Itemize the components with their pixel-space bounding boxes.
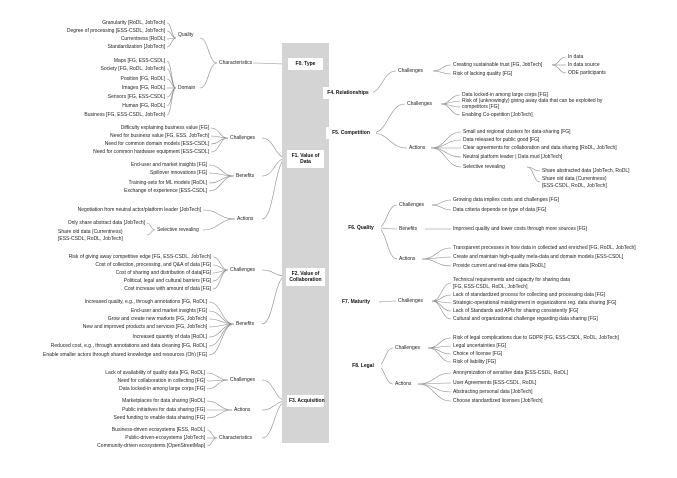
f4-trust-item: ODE participants xyxy=(568,70,606,76)
f4-challenges-label: Challenges xyxy=(398,68,424,74)
f6-actions-label: Actions xyxy=(399,256,416,262)
f8-challenge: Choice of license [FG] xyxy=(453,351,503,357)
f1-actions-label: Actions xyxy=(237,216,254,222)
f1-selective-item: Only share abstract data [JobTech] xyxy=(67,220,145,226)
f5-action: Neutral platform leader | Data mud [JobTech] xyxy=(463,154,563,160)
type-item: Sensors [FG, ESS-CSDL] xyxy=(107,94,165,100)
f5-action: Small and regional clusters for data-sharing [FG] xyxy=(463,129,571,135)
f2-benefit: Increased quantity of data [RoDL] xyxy=(132,334,207,340)
type-item: Business [FG, ESS-CSDL, JobTech] xyxy=(84,112,165,118)
f2-benefit: Increased quality, e.g., through annotations [FG, RoDL] xyxy=(84,299,207,305)
f3-characteristic: Business-driven ecosystems [ESS, RoDL] xyxy=(111,427,205,433)
f3-action: Seed funding to enable data sharing [FG] xyxy=(113,415,205,421)
connector-line xyxy=(203,219,235,230)
f2-benefit: Reduced cost, e.g., through annotations and data cleaning [FG, RoDL] xyxy=(50,343,207,349)
f5-challenge: competitors [FG] xyxy=(462,104,499,110)
f6-action: Create and maintain high-quality meta-data and domain models [ESS-CSDL] xyxy=(453,254,624,260)
f3-challenges-label: Challenges xyxy=(230,377,256,383)
f3-challenge: Lack of availability of quality data [FG, RoDL] xyxy=(105,370,205,376)
f1-action: Negotiation from neutral actor/platform leader [JobTech] xyxy=(77,207,201,213)
f1-benefit: End-user and market insights [FG] xyxy=(130,162,207,168)
f3-characteristic: Public-driven-ecosystems [JobTech] xyxy=(125,435,205,441)
connector-line xyxy=(213,257,228,270)
f6-challenge: Data criteria depends on type of data [FG] xyxy=(453,207,547,213)
connector-line xyxy=(211,128,228,138)
f2-value-of-collaboration-node: F2. Value of Collaboration xyxy=(286,268,325,286)
f8-challenge: Legal uncertainties [FG] xyxy=(453,343,507,349)
f1-challenge: Difficulty explaining business value [FG] xyxy=(120,125,209,131)
connector-line xyxy=(372,133,407,148)
connector-line xyxy=(432,301,451,319)
connector-line xyxy=(428,346,451,348)
connector-line xyxy=(418,373,451,384)
type-item: Position [FG, RoDL] xyxy=(120,76,165,82)
connector-line xyxy=(209,176,234,183)
type-item: Images [FG, RoDL] xyxy=(121,85,165,91)
connector-line xyxy=(207,373,228,380)
type-item: Granularity [RoDL, JobTech] xyxy=(102,20,165,26)
f1-benefit: Spillover innovations [FG] xyxy=(150,170,207,176)
f4-trust-item: In data source xyxy=(568,62,600,68)
quality-label: Quality xyxy=(178,32,194,38)
f1-selective-label: Selective revealing xyxy=(157,227,199,233)
f6-action: Provide current and real-time data [RoDL] xyxy=(453,263,546,269)
f2-challenge: Risk of giving away competitive edge [FG, ESS-CSDL, JobTech] xyxy=(68,254,211,260)
f1-selective-item: [ESS-CSDL, RoDL, JobTech] xyxy=(58,236,123,242)
f8-challenge: Risk of legal complications due to GDPR [FG, ESS-CSDL, RoDL, JobTech] xyxy=(453,335,619,341)
f3-acquisition-node: F3. Acquisition xyxy=(287,395,324,407)
connector-line xyxy=(207,410,232,418)
domain-label: Domain xyxy=(178,85,196,91)
connector-line xyxy=(200,63,217,88)
f5-challenges-label: Challenges xyxy=(407,101,433,107)
f1-value-of-data-node: F1. Value of Data xyxy=(287,150,324,168)
characteristics-label: Characteristics xyxy=(219,60,253,66)
connector-line xyxy=(207,430,217,438)
f7-challenge: Cultural and organizational challenge regarding data sharing [FG] xyxy=(453,316,598,322)
f1-challenges-label: Challenges xyxy=(230,135,256,141)
connector-line xyxy=(428,338,451,348)
f8-legal-node: F8. Legal xyxy=(345,360,381,372)
connector-line xyxy=(207,438,217,446)
type-item: Maps [FG, ESS-CSDL] xyxy=(113,58,165,64)
f8-action: Choose standardized licenses [JobTech] xyxy=(453,398,543,404)
connector-line xyxy=(422,257,451,259)
f2-benefit: End-user and market insights [FG] xyxy=(130,308,207,314)
connector-line xyxy=(167,23,176,38)
connector-line xyxy=(418,384,451,401)
f1-challenge: Need for common hardware equipment [ESS-CSDL] xyxy=(93,149,209,155)
connector-line xyxy=(432,200,451,205)
f5-action: Clear agreements for collaboration and data sharing [RoDL, JobTech] xyxy=(463,145,617,151)
connector-line xyxy=(422,259,451,266)
f2-benefits-label: Benefits xyxy=(236,321,255,327)
f1-benefit: Exchange of experience [ESS-CSDL] xyxy=(124,188,207,194)
connector-line xyxy=(209,176,234,191)
f2-benefit: Enable smaller actors through shared knowledge and resources (Oh) [FG] xyxy=(43,352,207,358)
f8-challenges-label: Challenges xyxy=(395,345,421,351)
f5-challenge: Enabling Co-opetition [JobTech] xyxy=(462,112,533,118)
f0-type-node: F0. Type xyxy=(288,58,323,70)
type-item: Society [FG, RoDL, JobTech] xyxy=(100,66,165,72)
type-item: Human [FG, RoDL] xyxy=(122,103,165,109)
f5-challenge: Data locked-in among large corps [FG] xyxy=(462,92,548,98)
f1-selective-item: Share old data (Currentness) xyxy=(58,229,123,235)
connector-line xyxy=(203,210,235,219)
f7-challenges-label: Challenges xyxy=(398,298,424,304)
f6-benefits-label: Benefits xyxy=(399,226,418,232)
connector-line xyxy=(167,88,176,106)
connector-line xyxy=(372,104,405,133)
f7-challenge: Lack of standardized process for collecting and processing data [FG] xyxy=(453,292,606,298)
f5-selective-item: Share old data (Currentness) xyxy=(542,176,607,182)
connector-line xyxy=(431,140,461,148)
connector-line xyxy=(207,380,228,389)
f2-challenges-label: Challenges xyxy=(230,267,256,273)
connector-line xyxy=(433,65,451,71)
f5-selective-item: [ESS-CSDL, RoDL, JobTech] xyxy=(542,183,607,189)
f8-actions-label: Actions xyxy=(395,381,412,387)
f3-challenge: Need for collaboration in collecting [FG] xyxy=(117,378,205,384)
f2-challenge: Cost of collection, processing, and Q&A of data [FG] xyxy=(95,262,211,268)
connector-line xyxy=(167,38,176,47)
connector-line xyxy=(552,65,566,73)
f2-benefit: New and improved products and services [FG, JobTech] xyxy=(82,324,207,330)
f1-benefit: Training-sets for ML models [RoDL] xyxy=(128,180,207,186)
connector-line xyxy=(431,148,461,167)
f1-benefits-label: Benefits xyxy=(236,173,255,179)
f8-challenge: Risk of liability [FG] xyxy=(453,359,496,365)
connector-line xyxy=(147,230,155,235)
f4-trust-item: In data xyxy=(568,54,584,60)
type-item: Degree of processing [ESS-CSDL, JobTech] xyxy=(66,28,165,34)
f5-competition-node: F5. Competition xyxy=(326,127,376,139)
connector-line xyxy=(211,138,228,152)
connector-line xyxy=(211,136,228,138)
f5-challenge: Risk of (unknowingly) giving away data that can be exploited by xyxy=(462,98,603,104)
f2-benefit: Grow and create new markets [FG, JobTech] xyxy=(107,316,207,322)
f7-challenge: [FG, ESS-CSDL, RoDL, JobTech] xyxy=(453,284,528,290)
f5-action: Data released for public good [FG] xyxy=(463,137,540,143)
f1-challenge: Need for business value [FG, ESS, JobTech] xyxy=(110,133,209,139)
connector-line xyxy=(431,148,461,157)
f8-action: Anonymization of sensitive data [ESS-CSDL, RoDL] xyxy=(453,370,569,376)
f3-characteristic: Community-driven ecosystems [OpenStreetMap] xyxy=(97,443,205,449)
f8-action: Abstracting personal data [JobTech] xyxy=(453,389,533,395)
connector-line xyxy=(418,384,451,392)
f7-challenge: Lack of Standards and APIs for sharing consistently [FG] xyxy=(453,308,579,314)
connector-line xyxy=(209,324,234,355)
f6-challenge: Growing data implies costs and challenges [FG] xyxy=(453,197,559,203)
f7-maturity-node: F7. Maturity xyxy=(333,296,379,308)
connector-line xyxy=(433,71,451,74)
f5-selective-item: Share abstracted data [JobTech, RoDL] xyxy=(542,168,630,174)
connector-line xyxy=(428,348,451,362)
f3-actions-label: Actions xyxy=(234,407,251,413)
connector-line xyxy=(369,71,396,93)
connector-line xyxy=(209,302,234,324)
f4-relationships-node: F4. Relationships xyxy=(323,87,373,99)
f4-challenge: Creating sustainable trust [FG, JobTech] xyxy=(453,62,543,68)
f7-challenge: Strategic-operational misalignment in organizations reg. data sharing [FG] xyxy=(453,300,617,306)
f2-challenge: Cost of sharing and distribution of data[FG] xyxy=(115,270,211,276)
f6-action: Transparent processes in how data in collected and enriched [FG, RoDL, JobTech] xyxy=(453,245,636,251)
f6-benefit: Improved quality and lower costs through more sources [FG] xyxy=(453,226,587,232)
f2-challenge: Cost increase with amount of data [FG] xyxy=(124,286,211,292)
connector-line xyxy=(432,205,451,210)
f3-characteristics-label: Characteristics xyxy=(219,435,253,441)
connector-line xyxy=(428,348,451,354)
f3-action: Public initiatives for data sharing [FG] xyxy=(122,407,205,413)
connector-line xyxy=(207,401,232,410)
connector-line xyxy=(431,132,461,148)
f7-challenge: Technical requirements and capacity for sharing data xyxy=(453,277,571,283)
type-item: Standardization [JobTech] xyxy=(107,44,165,50)
connector-line xyxy=(209,324,234,346)
connector-line xyxy=(167,69,176,88)
f4-challenge: Risk of lacking quality [FG] xyxy=(453,71,513,77)
f2-challenge: Political, legal and cultural barriers [FG] xyxy=(123,278,211,284)
f5-selective-label: Selective revealing xyxy=(463,164,505,170)
connector-line xyxy=(552,57,566,65)
f3-challenge: Data locked-in among large corps [FG] xyxy=(119,386,205,392)
connector-line xyxy=(200,38,217,63)
f5-actions-label: Actions xyxy=(409,145,426,151)
f6-challenges-label: Challenges xyxy=(399,202,425,208)
f6-quality-node: F6. Quality xyxy=(341,222,381,234)
type-item: Currentness [RoDL] xyxy=(120,36,165,42)
f3-action: Marketplaces for data sharing [RoDL] xyxy=(122,398,205,404)
connector-line xyxy=(147,223,155,230)
f8-action: User Agreements [ESS-CSDL, RoDL] xyxy=(453,380,537,386)
central-spine xyxy=(282,43,329,443)
f1-challenge: Need for common domain models [ESS-CSDL] xyxy=(104,141,209,147)
